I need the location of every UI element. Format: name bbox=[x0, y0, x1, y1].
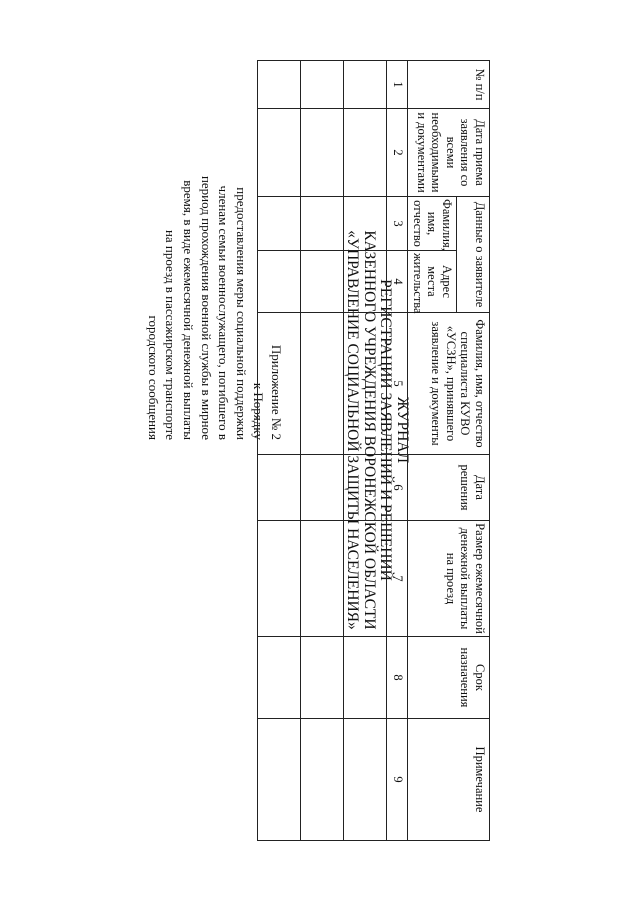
table-cell bbox=[301, 313, 344, 455]
appendix-line: Приложение № 2 bbox=[269, 344, 284, 440]
header-note bbox=[408, 719, 490, 841]
column-number: 9 bbox=[387, 719, 408, 841]
header-number bbox=[408, 61, 490, 109]
table-cell bbox=[301, 197, 344, 251]
table-cell bbox=[258, 637, 301, 719]
table-cell bbox=[344, 313, 387, 455]
column-number: 1 bbox=[387, 61, 408, 109]
column-number: 6 bbox=[387, 455, 408, 521]
header-decision-date bbox=[408, 455, 490, 521]
appendix-line: период прохождения военной службы в мирное bbox=[198, 175, 214, 440]
header-term bbox=[408, 637, 490, 719]
table-cell bbox=[344, 61, 387, 109]
table-cell bbox=[301, 251, 344, 313]
empty-row bbox=[301, 61, 344, 841]
header-term-text: Срок назначения bbox=[458, 647, 487, 708]
header-payment-amount-text: Размер ежемесячной денежной выплаты на проезд bbox=[444, 523, 487, 634]
header-specialist-text: Фамилия, имя, отчество специалиста КУВО «УСЗН», принявшего заявление и документы bbox=[429, 319, 487, 448]
header-applicant-data bbox=[457, 197, 490, 313]
table-cell bbox=[301, 61, 344, 109]
header-payment-amount bbox=[408, 521, 490, 637]
header-applicant-name bbox=[408, 197, 457, 251]
appendix-line: к Порядку bbox=[251, 382, 267, 440]
appendix-line: членам семьи военнослужащего, погибшего в bbox=[216, 185, 232, 440]
header-applicant-address bbox=[408, 251, 457, 313]
table-cell bbox=[344, 521, 387, 637]
appendix-line: предоставления меры социальной поддержки bbox=[233, 187, 249, 440]
column-number: 5 bbox=[387, 313, 408, 455]
institution-name: КАЗЕННОГО УЧРЕЖДЕНИЯ ВОРОНЕЖСКОЙ ОБЛАСТИ bbox=[361, 230, 378, 630]
header-decision-date-text: Дата решения bbox=[458, 464, 487, 511]
header-date-received-text: Дата приема заявления со всеми необходимыми и документами bbox=[415, 112, 487, 193]
header-note-text: Примечание bbox=[473, 746, 487, 813]
journal-subtitle: РЕГИСТРАЦИИ ЗАЯВЛЕНИЙ И РЕШЕНИЙ bbox=[377, 279, 395, 581]
table-cell bbox=[344, 197, 387, 251]
table-cell bbox=[301, 109, 344, 197]
header-specialist bbox=[408, 313, 490, 455]
table-cell bbox=[344, 637, 387, 719]
table-cell bbox=[258, 61, 301, 109]
empty-row bbox=[258, 61, 301, 841]
table-cell bbox=[344, 251, 387, 313]
table-cell bbox=[301, 455, 344, 521]
table-cell bbox=[258, 521, 301, 637]
registration-table bbox=[258, 60, 491, 841]
journal-title: ЖУРНАЛ bbox=[394, 396, 411, 464]
header-number-text: № п/п bbox=[473, 68, 487, 101]
column-number-row bbox=[387, 61, 408, 841]
table-cell bbox=[301, 719, 344, 841]
table-cell bbox=[301, 521, 344, 637]
table-cell bbox=[258, 719, 301, 841]
appendix-line: время, в виде ежемесячной денежной выплаты bbox=[181, 180, 197, 440]
table-cell bbox=[258, 109, 301, 197]
column-number: 7 bbox=[387, 521, 408, 637]
table-cell bbox=[344, 455, 387, 521]
table-cell bbox=[301, 637, 344, 719]
header-applicant-data-text: Данные о заявителе bbox=[473, 201, 487, 308]
appendix-line: городского сообщения bbox=[145, 315, 161, 440]
column-number: 4 bbox=[387, 251, 408, 313]
column-number: 2 bbox=[387, 109, 408, 197]
column-number: 8 bbox=[387, 637, 408, 719]
institution-name: «УПРАВЛЕНИЕ СОЦИАЛЬНОЙ ЗАЩИТЫ НАСЕЛЕНИЯ» bbox=[344, 230, 362, 630]
table-cell bbox=[258, 455, 301, 521]
appendix-line: на проезд в пассажирском транспорте bbox=[163, 229, 179, 440]
column-number: 3 bbox=[387, 197, 408, 251]
header-applicant-address-text: Адрес места жительства bbox=[411, 253, 454, 314]
empty-row bbox=[344, 61, 387, 841]
header-applicant-name-text: Фамилия, имя, отчество bbox=[411, 199, 454, 251]
table-cell bbox=[344, 719, 387, 841]
table-cell bbox=[258, 197, 301, 251]
table-cell bbox=[344, 109, 387, 197]
table-cell bbox=[258, 313, 301, 455]
table-cell bbox=[258, 251, 301, 313]
header-date-received bbox=[408, 109, 490, 197]
